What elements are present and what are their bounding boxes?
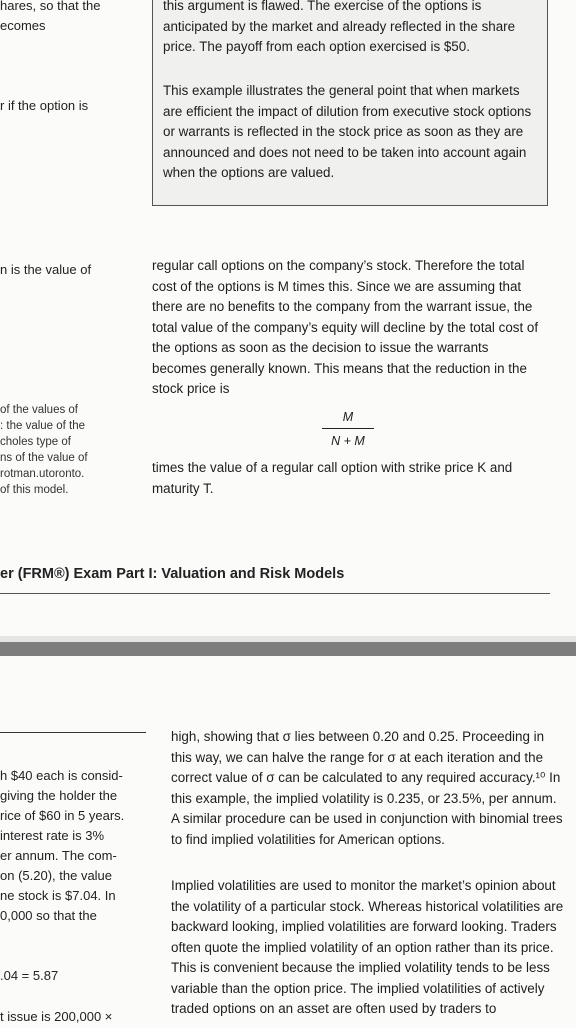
footnote-fragment: rotman.utoronto.	[0, 468, 85, 480]
footer-rule	[0, 593, 550, 594]
box-paragraph: this argument is flawed. The exercise of the options is anticipated by the market and already reflected in the share price. The payoff from each option exercised is $50.	[163, 0, 516, 54]
left-column-fragment: ecomes	[0, 18, 46, 33]
example-box	[152, 0, 548, 206]
left-column-fragment: hares, so that the	[0, 0, 101, 13]
body-paragraph: regular call options on the company’s stock. Therefore the total cost of the options is M times this. Since we are assuming that there are no benefits to the company from the warrant issue, the total value of the company’s equity will decline by the total cost of the options as soon as the decision to issue the warrants becomes generally known. This means that the reduction in the stock price is	[152, 258, 539, 396]
fraction-formula	[322, 410, 374, 448]
column-rule	[0, 732, 146, 733]
footnote-fragment: of this model.	[0, 484, 69, 496]
fraction-numerator: M	[342, 410, 354, 424]
left-column-fragment: rice of $60 in 5 years.	[0, 808, 125, 823]
footnote-fragment: choles type of	[0, 436, 71, 448]
running-footer: er (FRM®) Exam Part I: Valuation and Risk Models	[0, 566, 345, 582]
left-column-fragment: giving the holder the	[0, 788, 118, 803]
left-column-fragment: interest rate is 3%	[0, 828, 105, 843]
fraction-bar	[322, 428, 374, 429]
fraction-denominator: N + M	[331, 434, 365, 448]
left-column-fragment: h $40 each is consid-	[0, 768, 123, 783]
left-column-fragment: .04 = 5.87	[0, 968, 59, 983]
body-paragraph: times the value of a regular call option with strike price K and maturity T.	[152, 460, 513, 496]
box-paragraph: This example illustrates the general point that when markets are efficient the impact of dilution from executive stock options or warrants is reflected in the stock price as soon as they are announced and does not need to be taken into account again when the options are valued.	[163, 83, 532, 180]
left-column-fragment: ne stock is $7.04. In	[0, 888, 116, 903]
left-column-fragment: r if the option is	[0, 98, 89, 113]
left-column-fragment: t issue is 200,000 ×	[0, 1009, 113, 1024]
page-edge-shadow	[0, 642, 576, 656]
left-column-fragment: on (5.20), the value	[0, 868, 113, 883]
footnote-fragment: : the value of the	[0, 420, 86, 432]
left-column-fragment: n is the value of	[0, 262, 92, 277]
footnote-fragment: ns of the value of	[0, 452, 88, 464]
left-column-fragment: er annum. The com-	[0, 848, 117, 863]
body-paragraph: high, showing that σ lies between 0.20 and 0.25. Proceeding in this way, we can halve the range for σ at each iteration and the correct value of σ can be calculated to any required accuracy.¹⁰ In this example, the implied volatility is 0.235, or 23.5%, per annum. A similar procedure can be used in conjunction with binomial trees to find implied volatilities for American options.	[171, 729, 563, 847]
footnote-fragment: of the values of	[0, 404, 78, 416]
page-2	[0, 656, 576, 1024]
body-paragraph: Implied volatilities are used to monitor the market’s opinion about the volatility of a particular stock. Whereas historical volatilities are backward looking, implied volatilities are forward looking. Traders often quote the implied volatility of an option rather than its price. This is convenient because the implied volatility tends to be less variable than the option price. The implied volatilities of actively traded options on an asset are often used by traders to	[171, 878, 564, 1016]
left-column-fragment: 0,000 so that the	[0, 908, 97, 923]
